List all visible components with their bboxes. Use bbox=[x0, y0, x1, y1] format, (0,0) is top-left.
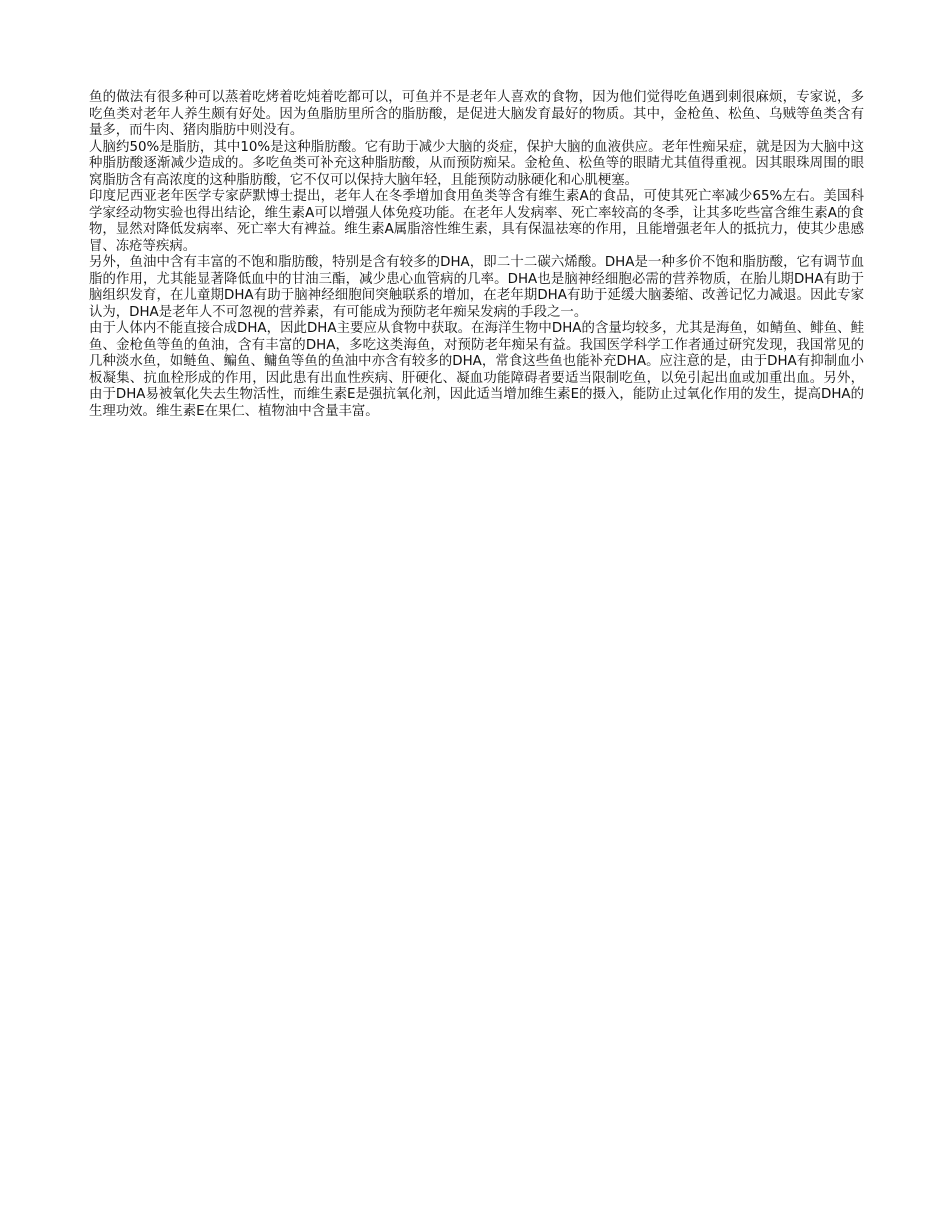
paragraph-vitamin-a: 印度尼西亚老年医学专家萨默博士提出，老年人在冬季增加食用鱼类等含有维生素A的食品，可使其死亡率减少65%左右。美国科学家经动物实验也得出结论，维生素A可以增强人体免疫功能。在老年人发病率、死亡率较高的冬季，让其多吃些富含维生素A的食物，显然对降低发病率、死亡率大有裨益。维生素A属脂溶性维生素，具有保温祛寒的作用，且能增强老年人的抵抗力，使其少患感冒、冻疮等疾病。 bbox=[89, 189, 864, 254]
paragraph-fish-intro: 鱼的做法有很多种可以蒸着吃烤着吃炖着吃都可以，可鱼并不是老年人喜欢的食物，因为他们觉得吃鱼遇到刺很麻烦，专家说，多吃鱼类对老年人养生颇有好处。因为鱼脂肪里所含的脂肪酸，是促进大脑发育最好的物质。其中，金枪鱼、松鱼、乌贼等鱼类含有量多，而牛肉、猪肉脂肪中则没有。 bbox=[89, 90, 864, 138]
document-body bbox=[89, 90, 864, 420]
paragraph-dha-benefits: 另外，鱼油中含有丰富的不饱和脂肪酸，特别是含有较多的DHA，即二十二碳六烯酸。DHA是一种多价不饱和脂肪酸，它有调节血脂的作用，尤其能显著降低血中的甘油三酯，减少患心血管病的几率。DHA也是脑神经细胞必需的营养物质，在胎儿期DHA有助于脑组织发育，在儿童期DHA有助于脑神经细胞间突触联系的增加，在老年期DHA有助于延缓大脑萎缩、改善记忆力减退。因此专家认为，DHA是老年人不可忽视的营养素，有可能成为预防老年痴呆发病的手段之一。 bbox=[89, 255, 864, 320]
paragraph-dha-sources: 由于人体内不能直接合成DHA，因此DHA主要应从食物中获取。在海洋生物中DHA的含量均较多，尤其是海鱼，如鲭鱼、鲱鱼、鲑鱼、金枪鱼等鱼的鱼油，含有丰富的DHA，多吃这类海鱼，对预防老年痴呆有益。我国医学科学工作者通过研究发现，我国常见的几种淡水鱼，如鲢鱼、鳊鱼、鳙鱼等鱼的鱼油中亦含有较多的DHA，常食这些鱼也能补充DHA。应注意的是，由于DHA有抑制血小板凝集、抗血栓形成的作用，因此患有出血性疾病、肝硬化、凝血功能障碍者要适当限制吃鱼，以免引起出血或加重出血。另外，由于DHA易被氧化失去生物活性，而维生素E是强抗氧化剂，因此适当增加维生素E的摄入，能防止过氧化作用的发生，提高DHA的生理功效。维生素E在果仁、植物油中含量丰富。 bbox=[89, 321, 864, 419]
paragraph-brain-fat: 人脑约50%是脂肪，其中10%是这种脂肪酸。它有助于减少大脑的炎症，保护大脑的血液供应。老年性痴呆症，就是因为大脑中这种脂肪酸逐渐减少造成的。多吃鱼类可补充这种脂肪酸，从而预防痴呆。金枪鱼、松鱼等的眼睛尤其值得重视。因其眼珠周围的眼窝脂肪含有高浓度的这种脂肪酸，它不仅可以保持大脑年轻，且能预防动脉硬化和心肌梗塞。 bbox=[89, 139, 864, 188]
